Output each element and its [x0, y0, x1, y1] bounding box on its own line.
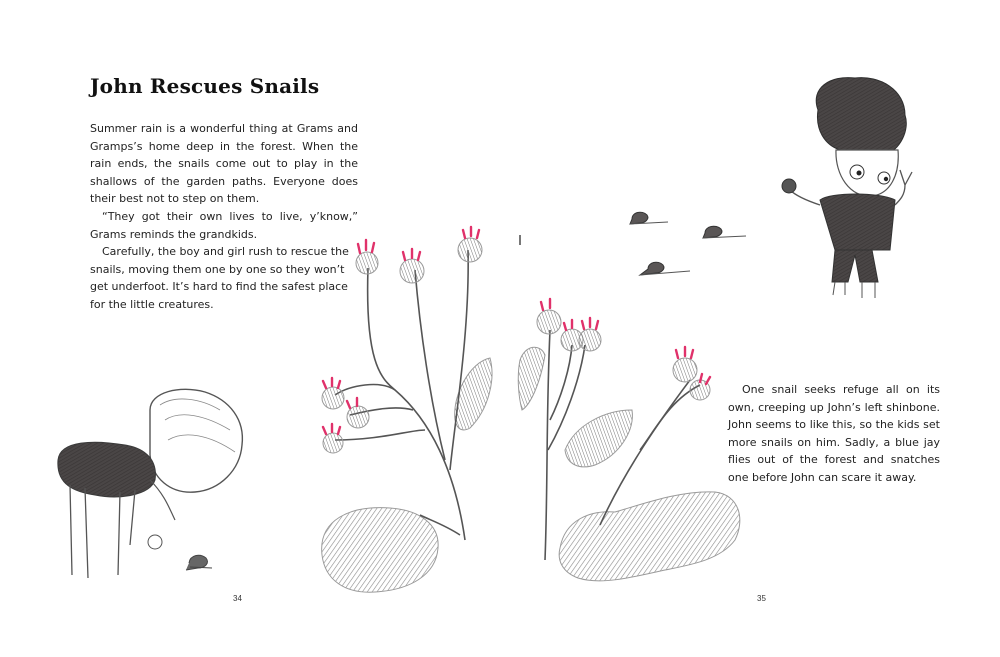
leaf-shape: [322, 508, 438, 593]
right-page-text: One snail seeks refuge all on its own, creeping up John’s left shinbone. John seems to like this, so the kids set more snails on him. Sadly, a blue jay flies out of the forest and snatches one before John can scare it away.: [728, 383, 940, 484]
leaf-shape: [455, 358, 492, 430]
leaf-shape: [518, 347, 545, 410]
page-number-right: 35: [757, 594, 766, 603]
flower-heads: [322, 227, 710, 453]
page-number-left: 34: [233, 594, 242, 603]
paragraph: Summer rain is a wonderful thing at Grams and Gramps’s home deep in the forest. When the rain ends, the snails come out to play in the shallows of the garden paths. Everyone does their best not to step on them.: [90, 122, 358, 206]
page-title: John Rescues Snails: [90, 74, 320, 98]
snail-group: [630, 212, 746, 275]
left-page-text: [90, 120, 358, 314]
leaf-shape: [565, 410, 632, 467]
boy-john-illustration: [782, 78, 912, 298]
paragraph: “They got their own lives to live, y’know,” Grams reminds the grandkids.: [90, 209, 358, 241]
leaf-shape: [559, 492, 740, 581]
girl-bending-illustration: [58, 389, 243, 578]
paragraph: Carefully, the boy and girl rush to rescue the snails, moving them one by one so they won’t get underfoot. It’s hard to find the safest place for the little creatures.: [90, 245, 349, 311]
